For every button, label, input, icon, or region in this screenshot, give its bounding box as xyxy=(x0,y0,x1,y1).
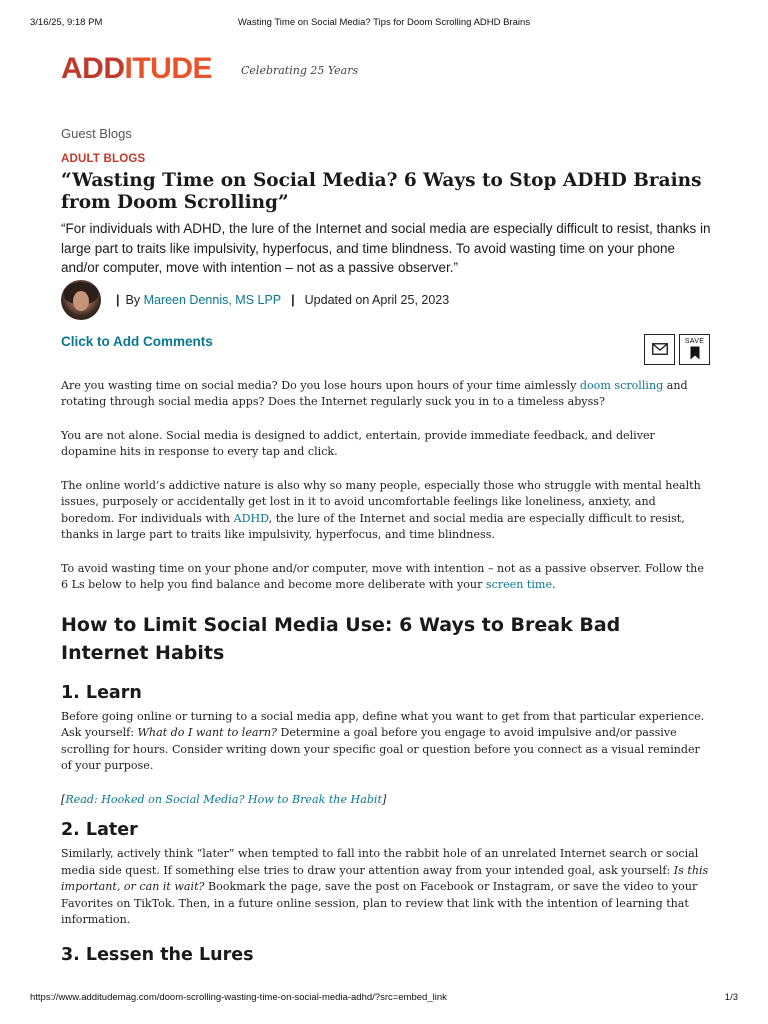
section-later xyxy=(61,846,711,929)
paragraph-text: . xyxy=(552,578,556,591)
envelope-icon xyxy=(652,343,668,355)
print-doc-title: Wasting Time on Social Media? Tips for Doom Scrolling ADHD Brains xyxy=(237,17,531,28)
byline-separator: | xyxy=(116,292,120,307)
screen-time-link[interactable]: screen time xyxy=(485,578,553,591)
article xyxy=(61,124,711,967)
updated-date: Updated on April 25, 2023 xyxy=(304,292,450,307)
section-heading: How to Limit Social Media Use: 6 Ways to Break Bad Internet Habits xyxy=(61,613,621,664)
print-url: https://www.additudemag.com/doom-scrolling-wasting-time-on-social-media-adhd/?src=embed_link xyxy=(30,992,447,1003)
bracket: [ xyxy=(61,792,66,806)
email-share-button[interactable] xyxy=(644,334,675,365)
paragraph-text: Bookmark the page, save the post on Facebook or Instagram, or save the video to your Favorites on TikTok. Then, in a future online session, plan to review that link with the intention of learning that information. xyxy=(61,880,698,926)
emphasis: What do I want to learn? xyxy=(137,726,277,739)
article-summary: “For individuals with ADHD, the lure of the Internet and social media are especially difficult to resist, thanks in large part to traits like impulsivity, hyperfocus, and time blindness. To avoid wasting time on your phone and/or computer, move with intention – not as a passive observer.” xyxy=(61,221,711,275)
breadcrumb[interactable]: Guest Blogs xyxy=(61,126,132,141)
paragraph-text: Determine a goal before you engage to avoid impulsive and/or passive scrolling for hours. Consider writing down your specific goal or question before you connect as a visual reminder of your purpose. xyxy=(61,726,700,772)
avatar-face xyxy=(73,291,89,311)
byline xyxy=(61,282,711,318)
subheading-learn: 1. Learn xyxy=(61,682,142,703)
site-brand[interactable] xyxy=(61,52,359,88)
article-headline: “Wasting Time on Social Media? 6 Ways to Stop ADHD Brains from Doom Scrolling” xyxy=(61,170,702,213)
paragraph-text: , the lure of the Internet and social media are especially difficult to resist, thanks in large part to traits like impulsivity, hyperfocus, and time blindness. xyxy=(61,511,685,541)
logo-add: ADD xyxy=(61,52,125,85)
print-header xyxy=(30,17,738,31)
subheading-lessen-the-lures: 3. Lessen the Lures xyxy=(61,944,254,965)
author-link[interactable]: Mareen Dennis, MS LPP xyxy=(143,292,282,307)
paragraph-text: Are you wasting time on social media? Do you lose hours upon hours of your time aimlessly xyxy=(61,378,580,392)
article-body xyxy=(61,378,711,594)
paragraph xyxy=(61,846,711,929)
add-comments-link[interactable]: Click to Add Comments xyxy=(61,333,213,349)
save-label: SAVE xyxy=(684,337,705,345)
paragraph xyxy=(61,561,711,594)
print-date: 3/16/25, 9:18 PM xyxy=(30,17,103,28)
subheading-later: 2. Later xyxy=(61,820,138,840)
bracket: ] xyxy=(381,792,387,806)
doom-scrolling-link[interactable]: doom scrolling xyxy=(579,378,664,392)
category-label[interactable]: ADULT BLOGS xyxy=(61,153,146,165)
paragraph xyxy=(61,378,711,411)
paragraph-text: and rotating through social media apps? Does the Internet regularly suck you in to a timeless abyss? xyxy=(61,378,688,408)
bookmark-icon xyxy=(690,346,700,360)
paragraph xyxy=(61,709,711,775)
byline-by: By xyxy=(125,292,141,307)
logo-itude: ITUDE xyxy=(124,52,212,85)
byline-separator: | xyxy=(291,292,295,307)
article-actions xyxy=(61,332,711,366)
paragraph xyxy=(61,478,711,544)
adhd-link[interactable]: ADHD xyxy=(233,511,269,525)
save-button[interactable] xyxy=(679,334,710,365)
brand-tagline: Celebrating 25 Years xyxy=(241,64,359,77)
emphasis: Is this important, or can it wait? xyxy=(61,863,709,893)
related-read-link[interactable]: Read: Hooked on Social Media? How to Break the Habit xyxy=(65,792,382,806)
additude-logo[interactable] xyxy=(61,52,212,85)
paragraph-text: Before going online or turning to a social media app, define what you want to get from that particular experience. Ask yourself: xyxy=(61,709,705,739)
paragraph-text: To avoid wasting time on your phone and/or computer, move with intention – not as a passive observer. Follow the 6 Ls below to help you find balance and become more deliberate with your xyxy=(61,561,704,591)
paragraph: You are not alone. Social media is designed to addict, entertain, provide immediate feedback, and deliver dopamine hits in response to every tap and click. xyxy=(61,428,655,458)
section-learn xyxy=(61,709,711,809)
print-footer xyxy=(30,992,738,1006)
related-read xyxy=(61,792,711,809)
print-page-number: 1/3 xyxy=(724,992,738,1003)
author-avatar[interactable] xyxy=(61,280,101,320)
paragraph-text: Similarly, actively think “later” when tempted to fall into the rabbit hole of an unrelated Internet search or social media side quest. If something else tries to draw your attention away from your intended goal, ask yourself: xyxy=(61,847,699,877)
paragraph-text: The online world’s addictive nature is also why so many people, especially those who struggle with mental health issues, purposely or accidentally get lost in it to avoid uncomfortable feelings like loneliness, anxiety, and boredom. For individuals with xyxy=(61,478,701,525)
